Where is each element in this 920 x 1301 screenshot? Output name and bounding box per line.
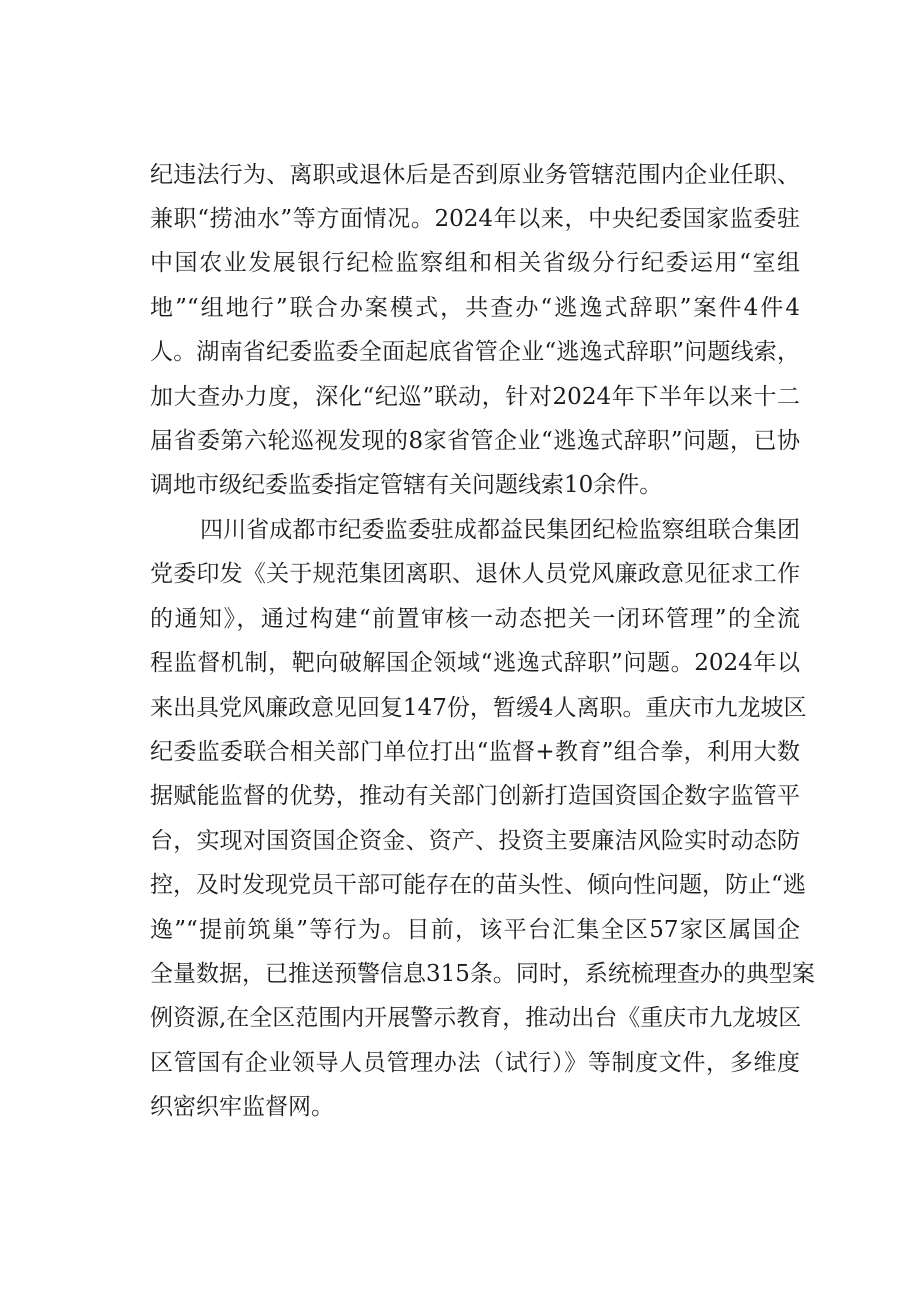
paragraph-1-line-4: 地”“组地行”联合办案模式，共查办“逃逸式辞职”案件4件4 xyxy=(150,295,800,321)
paragraph-2-line-2: 党委印发《关于规范集团离职、退休人员党风廉政意见征求工作 xyxy=(150,561,800,587)
paragraph-1-line-6: 加大查办力度，深化“纪巡”联动，针对2024年下半年以来十二 xyxy=(150,384,800,410)
paragraph-2-line-14: 织密织牢监督网。 xyxy=(150,1094,334,1120)
paragraph-1-line-3: 中国农业发展银行纪检监察组和相关省级分行纪委运用“室组 xyxy=(150,250,800,276)
paragraph-1-line-2: 兼职“捞油水”等方面情况。2024年以来，中央纪委国家监委驻 xyxy=(150,206,800,232)
paragraph-1-line-1: 纪违法行为、离职或退休后是否到原业务管辖范围内企业任职、 xyxy=(150,162,800,188)
paragraph-2-line-3: 的通知》，通过构建“前置审核一动态把关一闭环管理”的全流 xyxy=(150,606,800,632)
paragraph-1-line-5: 人。湖南省纪委监委全面起底省管企业“逃逸式辞职”问题线索， xyxy=(150,339,800,365)
paragraph-1-line-8: 调地市级纪委监委指定管辖有关问题线索10余件。 xyxy=(150,472,663,498)
paragraph-2-line-6: 纪委监委联合相关部门单位打出“监督+教育”组合拳，利用大数 xyxy=(150,739,800,765)
paragraph-2-line-9: 控，及时发现党员干部可能存在的苗头性、倾向性问题，防止“逃 xyxy=(150,872,806,898)
paragraph-2-line-1: 四川省成都市纪委监委驻成都益民集团纪检监察组联合集团 xyxy=(200,517,800,543)
paragraph-2-line-8: 台，实现对国资国企资金、资产、投资主要廉洁风险实时动态防 xyxy=(150,828,800,854)
paragraph-2-line-7: 据赋能监督的优势，推动有关部门创新打造国资国企数字监管平 xyxy=(150,783,800,809)
paragraph-2-line-4: 程监督机制，靶向破解国企领域“逃逸式辞职”问题。2024年以 xyxy=(150,650,800,676)
paragraph-2-line-12: 例资源,在全区范围内开展警示教育，推动出台《重庆市九龙坡区 xyxy=(150,1005,802,1031)
paragraph-2-line-11: 全量数据，已推送预警信息315条。同时，系统梳理查办的典型案 xyxy=(150,961,815,987)
paragraph-2-line-13: 区管国有企业领导人员管理办法（试行）》等制度文件，多维度 xyxy=(150,1050,800,1076)
paragraph-2-line-5: 来出具党风廉政意见回复147份，暂缓4人离职。重庆市九龙坡区 xyxy=(150,695,807,721)
paragraph-1-line-7: 届省委第六轮巡视发现的8家省管企业“逃逸式辞职”问题，已协 xyxy=(150,428,800,454)
paragraph-2-line-10: 逸”“提前筑巢”等行为。目前，该平台汇集全区57家区属国企 xyxy=(150,917,800,943)
